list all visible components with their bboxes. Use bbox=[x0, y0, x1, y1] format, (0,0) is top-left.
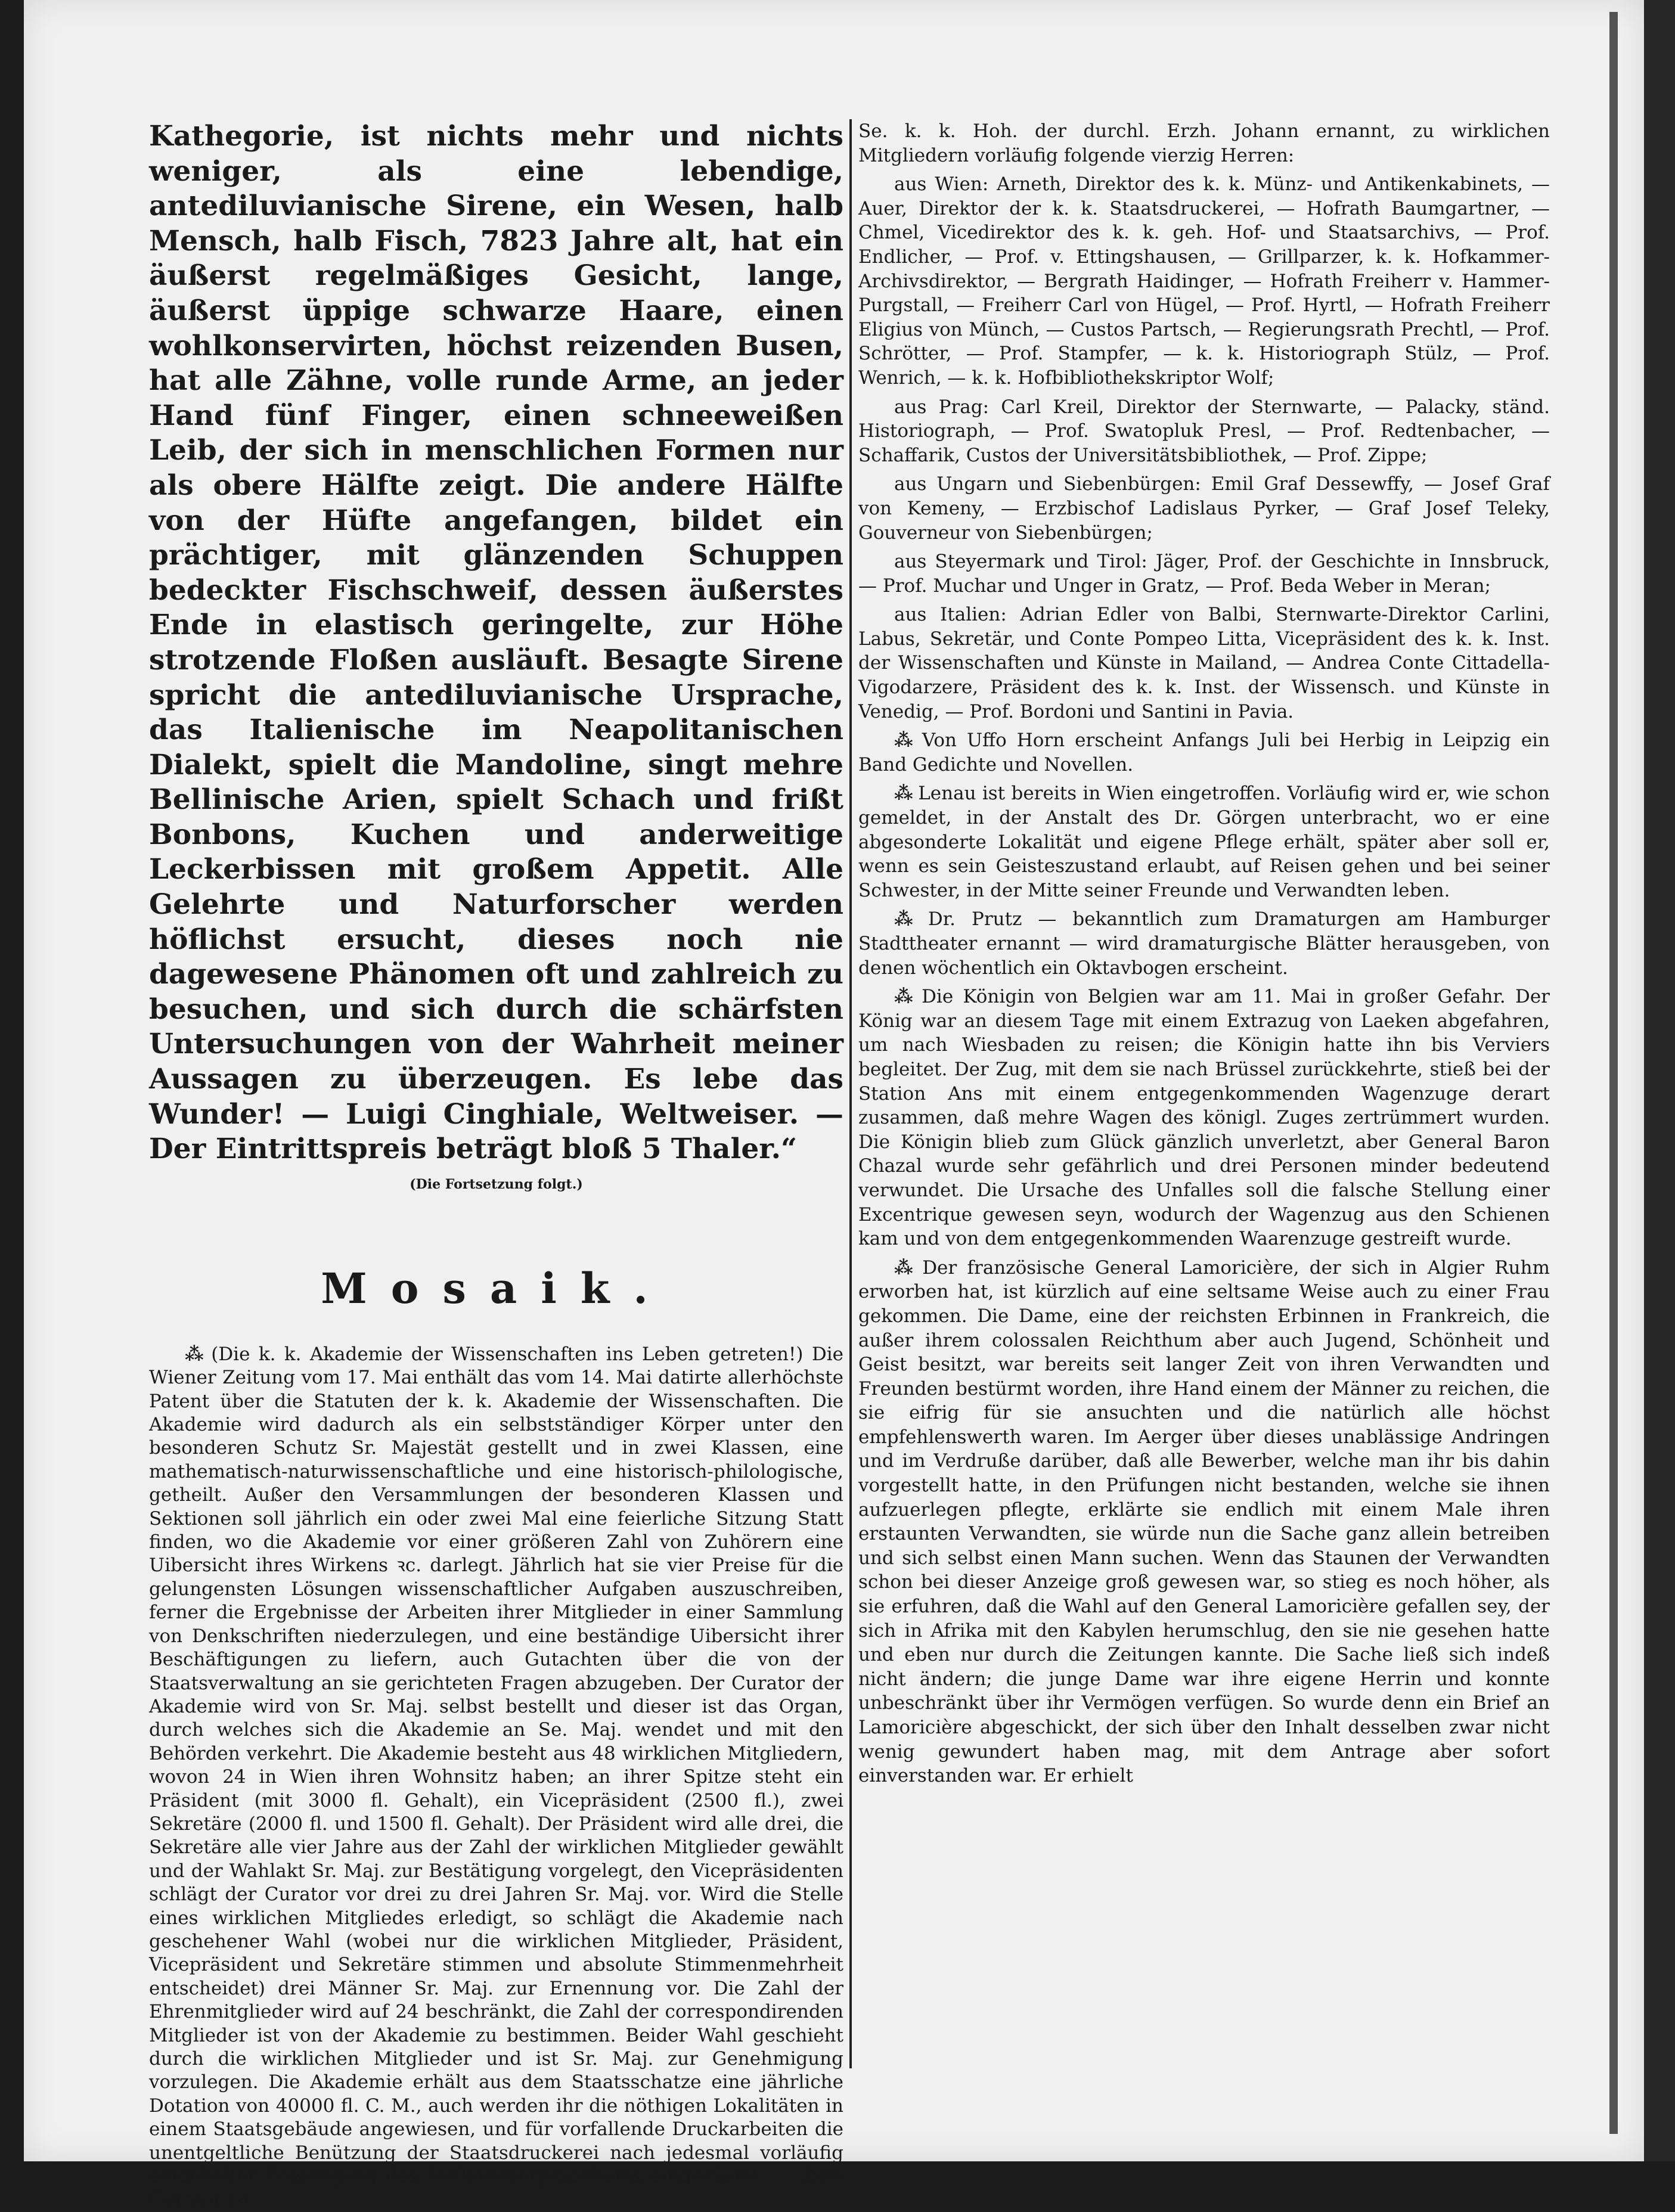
news-item-text: Se. k. k. Hoh. der durchl. Erzh. Johann ernannt, zu wirklichen Mitgliedern vorläufig folgende vierzig Herren: bbox=[858, 120, 1550, 166]
asterism-mark: ⁂ bbox=[894, 783, 914, 805]
left-column bbox=[149, 119, 843, 2212]
news-item bbox=[858, 907, 1550, 980]
asterism-mark: ⁂ bbox=[894, 730, 917, 752]
news-item bbox=[858, 781, 1550, 902]
news-item-text: Lenau ist bereits in Wien eingetroffen. Vorläufig wird er, wie schon gemeldet, in der Anstalt des Dr. Görgen unterbracht, wo er eine abgesonderte Lokalität und eigene Pflege erhält, später aber soll er, wenn es sein Geisteszustand erlaubt, auf Reisen gehen und bei seiner Schwester, in der Mitte seiner Freunde und Verwandten leben. bbox=[858, 783, 1550, 901]
asterism-mark: ⁂ bbox=[894, 908, 923, 930]
news-item-text: Von Uffo Horn erscheint Anfangs Juli bei Herbig in Leipzig ein Band Gedichte und Novellen. bbox=[858, 730, 1550, 775]
asterism-mark: ⁂ bbox=[894, 1257, 918, 1279]
akademie-article-text: (Die k. k. Akademie der Wissenschaften ins Leben getreten!) Die Wiener Zeitung vom 17. Mai enthält das vom 14. Mai datirte allerhöchste Patent über die Statuten der k. k. Akademie der Wissenschaften. Die Akademie wird dadurch als ein selbstständiger Körper unter den besonderen Schutz Sr. Majestät gestellt und in zwei Klassen, eine mathematisch-naturwissenschaftliche und eine historisch-philologische, getheilt. Außer den Versammlungen der besonderen Klassen und Sektionen soll jährlich ein oder zwei Mal eine feierliche Sitzung Statt finden, wo die Akademie vor einer größeren Zahl von Zuhörern eine Uibersicht ihres Wirkens ꝛc. darlegt. Jährlich hat sie vier Preise für die gelungensten Lösungen wissenschaftlicher Aufgaben auszuschreiben, ferner die Ergebnisse der Arbeiten ihrer Mitglieder in einer Sammlung von Denkschriften niederzulegen, und eine beständige Uibersicht ihrer Beschäftigungen zu liefern, auch Gutachten über die von der Staatsverwaltung an sie gerichteten Fragen abzugeben. Der Curator der Akademie wird von Sr. Maj. selbst bestellt und dieser ist das Organ, durch welches sich die Akademie an Se. Maj. wendet und mit den Behörden verkehrt. Die Akademie besteht aus 48 wirklichen Mitgliedern, wovon 24 in Wien ihren Wohnsitz haben; an ihrer Spitze steht ein Präsident (mit 3000 fl. Gehalt), ein Vicepräsident (2500 fl.), zwei Sekretäre (2000 fl. und 1500 fl. Gehalt). Der Präsident wird alle drei, die Sekretäre alle vier Jahre aus der Zahl der wirklichen Mitglieder gewählt und der Wahlakt Sr. Maj. zur Bestätigung vorgelegt, den Vicepräsidenten schlägt der Curator vor drei zu drei Jahren Sr. Maj. vor. Wird die Stelle eines wirklichen Mitgliedes erledigt, so schlägt die Akademie nach geschehener Wahl (wobei nur die wirklichen Mitglieder, Präsident, Vicepräsident und Sekretäre stimmen und absolute Stimmenmehrheit entscheidet) drei Männer Sr. Maj. zur Ernennung vor. Die Zahl der Ehrenmitglieder wird auf 24 beschränkt, die Zahl der correspondirenden Mitglieder ist von der Akademie zu bestimmen. Beider Wahl geschieht durch die wirklichen Mitglieder und ist Sr. Maj. zur Genehmigung vorzulegen. Die Akademie erhält aus dem Staatsschatze eine jährliche Dotation von 40000 fl. C. M., auch werden ihr die nöthigen Lokalitäten in einem Staatsgebäude angewiesen, und für vorfallende Druckarbeiten die unentgeltliche Benützung der Staatsdruckerei nach jedesmal vorläufig eingeholter Bewilligung des Hofkammerpräsidiums eingeräumt. — Zum Curator ist bbox=[149, 1343, 843, 2211]
asterism-mark: ⁂ bbox=[894, 986, 917, 1008]
scan-border bbox=[1644, 0, 1675, 2161]
right-column bbox=[858, 119, 1550, 1793]
news-item bbox=[858, 728, 1550, 777]
news-item-text: aus Wien: Arneth, Direktor des k. k. Münz- und Antikenkabinets, — Auer, Direktor der k. k. Staatsdruckerei, — Hofrath Baumgartner, — Chmel, Vicedirektor des k. k. geh. Hof- und Staatsarchivs, — Prof. Endlicher, — Prof. v. Ettingshausen, — Grillparzer, k. k. Hofkammer-Archivsdirektor, — Bergrath Haidinger, — Hofrath Freiherr v. Hammer-Purgstall, — Freiherr Carl von Hügel, — Prof. Hyrtl, — Hofrath Freiherr Eligius von Münch, — Custos Partsch, — Regierungsrath Prechtl, — Prof. Schrötter, — Prof. Stampfer, — k. k. Historiograph Stülz, — Prof. Wenrich, — k. k. Hofbibliothekskriptor Wolf; bbox=[858, 173, 1550, 389]
news-item-text: aus Italien: Adrian Edler von Balbi, Sternwarte-Direktor Carlini, Labus, Sekretär, und Conte Pompeo Litta, Vicepräsident des k. k. Inst. der Wissenschaften und Künste in Mailand, — Andrea Conte Cittadella-Vigodarzere, Präsident des k. k. Inst. der Wissensch. und Künste in Venedig, — Prof. Bordoni und Santini in Pavia. bbox=[858, 604, 1550, 722]
news-item-text: aus Ungarn und Siebenbürgen: Emil Graf Dessewffy, — Josef Graf von Kemeny, — Erzbischof Ladislaus Pyrker, — Graf Josef Teleky, Gouverneur von Siebenbürgen; bbox=[858, 473, 1550, 544]
news-item bbox=[858, 985, 1550, 1251]
news-item bbox=[858, 119, 1550, 167]
news-item-text: aus Steyermark und Tirol: Jäger, Prof. der Geschichte in Innsbruck, — Prof. Muchar und Unger in Gratz, — Prof. Beda Weber in Meran; bbox=[858, 551, 1550, 597]
news-item-text: Der französische General Lamoricière, der sich in Algier Ruhm erworben hat, ist kürzlich auf eine seltsame Weise auch zu einer Frau gekommen. Die Dame, eine der reichsten Erbinnen in Frankreich, die außer ihrem colossalen Reichthum aber auch Jugend, Schönheit und Geist besitzt, war bereits seit langer Zeit von ihren Verwandten und Freunden bestürmt worden, ihre Hand einem der Männer zu reichen, die sie eifrig für sie ansuchten und die natürlich alle höchst empfehlenswerth waren. Im Aerger über dieses unablässige Andringen und im Verdruße darüber, daß alle Bewerber, welche man ihr bis dahin vorgestellt hatte, in den Prüfungen nicht bestanden, welche sie ihnen aufzuerlegen pflegte, erklärte sie endlich mit einem Male ihren erstaunten Verwandten, sie würde nun die Sache ganz allein betreiben und sich selbst einen Mann suchen. Wenn das Staunen der Verwandten schon bei dieser Anzeige groß gewesen war, so stieg es noch höher, als sie erfuhren, daß die Wahl auf den General Lamoricière gefallen sey, der sich in Afrika mit den Kabylen herumschlug, den sie nie gesehen hatte und eben nur durch die Zeitungen kannte. Die Sache ließ sich indeß nicht ändern; die junge Dame war ihre eigene Herrin und konnte unbeschränkt über ihr Vermögen verfügen. So wurde denn ein Brief an Lamoricière abgeschickt, der sich über den Inhalt desselben zwar nicht wenig gewundert haben mag, mit dem Antrage aber sofort einverstanden war. Er erhielt bbox=[858, 1257, 1550, 1787]
akademie-article bbox=[149, 1343, 843, 2212]
right-column-paragraphs bbox=[858, 119, 1550, 1788]
page-edge-shadow bbox=[1609, 12, 1618, 2134]
news-item bbox=[858, 472, 1550, 545]
news-item-text: Die Königin von Belgien war am 11. Mai in großer Gefahr. Der König war an diesem Tage mit einem Extrazug von Laeken abgefahren, um nach Wiesbaden zu reisen; die Königin hatte ihn bis Verviers begleitet. Der Zug, mit dem sie nach Brüssel zurückkehrte, stieß bei der Station Ans mit einem entgegenkommenden Wagenzuge derart zusammen, daß mehre Wagen des königl. Zuges zertrümmert wurden. Die Königin blieb zum Glück gänzlich unverletzt, aber General Baron Chazal wurde sehr gefährlich und drei Personen minder bedeutend verwundet. Die Ursache des Unfalles soll die falsche Stellung einer Excentrique gewesen seyn, wodurch der Wagenzug aus den Schienen kam und von dem entgegenkommenden Waarenzuge gestreift wurde. bbox=[858, 986, 1550, 1250]
news-item-text: aus Prag: Carl Kreil, Direktor der Sternwarte, — Palacky, ständ. Historiograph, — Prof. Swatopluk Presl, — Prof. Redtenbacher, — Schaffarik, Custos der Universitätsbibliothek, — Prof. Zippe; bbox=[858, 396, 1550, 466]
news-item bbox=[858, 550, 1550, 598]
asterism-mark: ⁂ bbox=[185, 1343, 207, 1365]
news-item bbox=[858, 603, 1550, 724]
continuation-note: (Die Fortsetzung folgt.) bbox=[410, 1176, 583, 1192]
sirene-advertisement-text: Kathegorie, ist nichts mehr und nichts weniger, als eine lebendige, antediluvianische Sirene, ein Wesen, halb Mensch, halb Fisch, 7823 Jahre alt, hat ein äußerst regelmäßiges Gesicht, lange, äußerst üppige schwarze Haare, einen wohlkonservirten, höchst reizenden Busen, hat alle Zähne, volle runde Arme, an jeder Hand fünf Finger, einen schneeweißen Leib, der sich in menschlichen Formen nur als obere Hälfte zeigt. Die andere Hälfte von der Hüfte angefangen, bildet ein prächtiger, mit glänzenden Schuppen bedeckter Fischschweif, dessen äußerstes Ende in elastisch geringelte, zur Höhe strotzende Floßen ausläuft. Besagte Sirene spricht die antediluvianische Ursprache, das Italienische im Neapolitanischen Dialekt, spielt die Mandoline, singt mehre Bellinische Arien, spielt Schach und frißt Bonbons, Kuchen und anderweitige Leckerbissen mit großem Appetit. Alle Gelehrte und Naturforscher werden höflichst ersucht, dieses noch nie dagewesene Phänomen oft und zahlreich zu besuchen, und sich durch die schärfsten Untersuchungen von der Wahrheit meiner Aussagen zu überzeugen. Es lebe das Wunder! — Luigi Cinghiale, Weltweiser. — Der Eintrittspreis beträgt bloß 5 Thaler.“ bbox=[149, 120, 843, 1166]
news-item bbox=[858, 1256, 1550, 1788]
news-item bbox=[858, 395, 1550, 468]
column-rule bbox=[849, 119, 852, 2068]
news-item-text: Dr. Prutz — bekanntlich zum Dramaturgen am Hamburger Stadttheater ernannt — wird dramaturgische Blätter herausgeben, von denen wöchentlich ein Oktavbogen erscheint. bbox=[858, 908, 1550, 979]
news-item bbox=[858, 172, 1550, 390]
section-heading-mosaik: Mosaik. bbox=[321, 1263, 672, 1313]
